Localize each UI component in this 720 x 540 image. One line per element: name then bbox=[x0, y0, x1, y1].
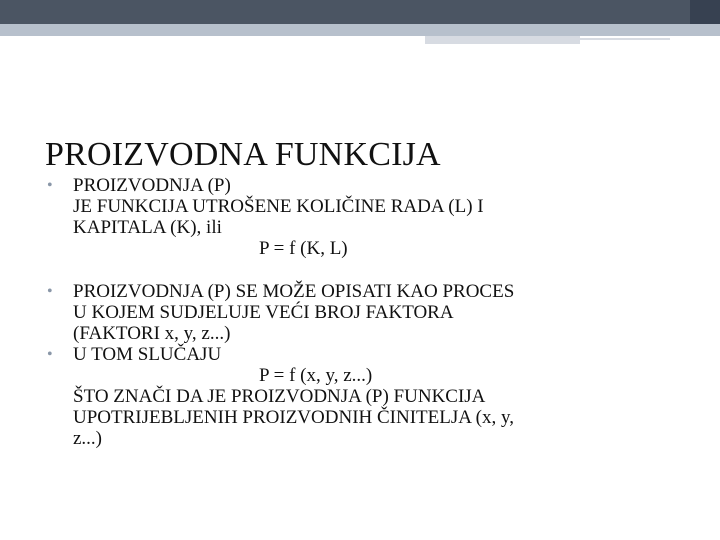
bullet-line: U KOJEM SUDJELUJE VEĆI BROJ FAKTORA bbox=[73, 302, 454, 323]
header-band-accent bbox=[690, 0, 720, 24]
bullet-line: z...) bbox=[73, 428, 103, 449]
bullet-line: KAPITALA (K), ili bbox=[73, 217, 222, 238]
bullet-dot: • bbox=[47, 283, 53, 300]
spacer bbox=[45, 259, 685, 281]
bullet-line: ŠTO ZNAČI DA JE PROIZVODNJA (P) FUNKCIJA bbox=[73, 386, 486, 407]
bullet-item-2 bbox=[45, 281, 685, 344]
formula-line: P = f (K, L) bbox=[259, 238, 348, 259]
slide-content bbox=[45, 175, 685, 449]
bullet-line: (FAKTORI x, y, z...) bbox=[73, 323, 231, 344]
bullet-line: U TOM SLUČAJU bbox=[73, 344, 222, 365]
header-band-line bbox=[580, 38, 670, 40]
header-band bbox=[0, 0, 720, 40]
bullet-item-1 bbox=[45, 175, 685, 259]
slide-title: PROIZVODNA FUNKCIJA bbox=[45, 135, 441, 173]
bullet-line: JE FUNKCIJA UTROŠENE KOLIČINE RADA (L) I bbox=[73, 196, 484, 217]
bullet-item-3 bbox=[45, 344, 685, 449]
header-band-tab bbox=[425, 36, 580, 44]
bullet-dot: • bbox=[47, 346, 53, 363]
bullet-line: PROIZVODNJA (P) SE MOŽE OPISATI KAO PROCES bbox=[73, 281, 515, 302]
header-band-dark bbox=[0, 0, 720, 24]
bullet-dot: • bbox=[47, 177, 53, 194]
bullet-line: UPOTRIJEBLJENIH PROIZVODNIH ČINITELJA (x, y, bbox=[73, 407, 515, 428]
bullet-line: PROIZVODNJA (P) bbox=[73, 175, 231, 196]
header-band-light bbox=[0, 24, 720, 36]
formula-line: P = f (x, y, z...) bbox=[259, 365, 373, 386]
